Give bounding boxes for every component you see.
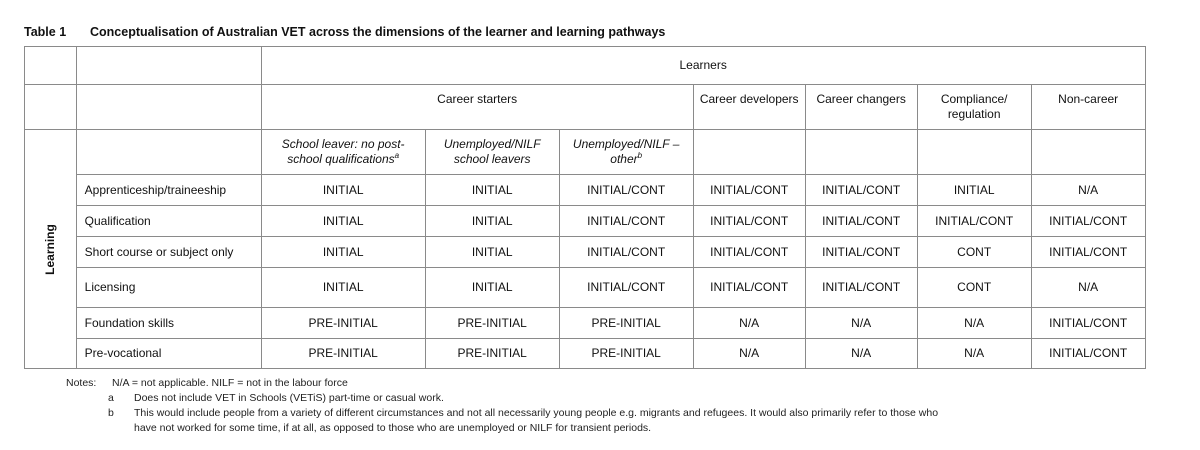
table-cell: INITIAL/CONT xyxy=(559,268,693,308)
row-label: Pre-vocational xyxy=(76,339,261,369)
table-cell: INITIAL xyxy=(917,175,1031,206)
table-cell: INITIAL/CONT xyxy=(1031,308,1145,339)
group-compliance: Compliance/ regulation xyxy=(917,85,1031,130)
table-cell: INITIAL/CONT xyxy=(693,268,805,308)
corner-cell xyxy=(76,47,261,85)
table-cell: N/A xyxy=(917,308,1031,339)
table-row xyxy=(25,237,1146,268)
header-row-groups xyxy=(25,85,1146,130)
row-label: Foundation skills xyxy=(76,308,261,339)
corner-cell xyxy=(76,85,261,130)
table-cell: INITIAL/CONT xyxy=(1031,237,1145,268)
table-cell: N/A xyxy=(693,308,805,339)
table-cell: INITIAL/CONT xyxy=(805,268,917,308)
table-cell: PRE-INITIAL xyxy=(559,339,693,369)
row-label: Apprenticeship/traineeship xyxy=(76,175,261,206)
group-career-developers: Career developers xyxy=(693,85,805,130)
table-cell: INITIAL/CONT xyxy=(805,175,917,206)
vet-table xyxy=(24,46,1146,369)
subheader-unemployed-school-leavers: Unemployed/NILF school leavers xyxy=(425,130,559,175)
note-b-continued: have not worked for some time, if at all, as opposed to those who are unemployed or NILF for transient periods. xyxy=(134,422,652,434)
note-text: This would include people from a variety of different circumstances and not all necessarily young people e.g. migrants and refugees. It would also primarily refer to those who xyxy=(134,407,939,419)
header-row-learners xyxy=(25,47,1146,85)
table-row xyxy=(25,206,1146,237)
subheader-school-leaver: School leaver: no post-school qualifications$^a$ xyxy=(261,130,425,175)
subheader-unemployed-other: Unemployed/NILF – other$^b$ xyxy=(559,130,693,175)
table-cell: INITIAL/CONT xyxy=(805,237,917,268)
table-cell: CONT xyxy=(917,237,1031,268)
row-label: Qualification xyxy=(76,206,261,237)
learning-label: Learning xyxy=(42,223,57,275)
header-row-subgroups xyxy=(25,130,1146,175)
table-cell: N/A xyxy=(917,339,1031,369)
table-row xyxy=(25,308,1146,339)
group-career-changers: Career changers xyxy=(805,85,917,130)
group-non-career: Non-career xyxy=(1031,85,1145,130)
table-cell: INITIAL xyxy=(425,175,559,206)
row-label: Licensing xyxy=(76,268,261,308)
note-main xyxy=(66,376,938,391)
table-cell: PRE-INITIAL xyxy=(425,339,559,369)
table-cell: INITIAL/CONT xyxy=(1031,206,1145,237)
table-row xyxy=(25,175,1146,206)
table-cell: CONT xyxy=(917,268,1031,308)
note-key: a xyxy=(108,392,114,404)
table-caption xyxy=(24,25,665,39)
corner-cell xyxy=(25,47,77,85)
note-a xyxy=(66,391,938,406)
table-notes xyxy=(66,376,938,436)
table-cell: N/A xyxy=(805,308,917,339)
table-cell: PRE-INITIAL xyxy=(559,308,693,339)
table-cell: INITIAL/CONT xyxy=(559,206,693,237)
table-cell: INITIAL xyxy=(261,175,425,206)
table-cell: INITIAL/CONT xyxy=(559,237,693,268)
note-key: b xyxy=(108,407,114,419)
learning-header xyxy=(25,130,77,369)
table-cell: INITIAL xyxy=(425,237,559,268)
table-cell: INITIAL/CONT xyxy=(1031,339,1145,369)
table-number: Table 1 xyxy=(24,25,67,39)
table-title: Conceptualisation of Australian VET across the dimensions of the learner and learning pathways xyxy=(90,25,666,39)
group-career-starters: Career starters xyxy=(261,85,693,130)
table-row xyxy=(25,268,1146,308)
note-b xyxy=(66,406,938,421)
empty-cell xyxy=(917,130,1031,175)
table-cell: INITIAL/CONT xyxy=(559,175,693,206)
note-text: Does not include VET in Schools (VETiS) part-time or casual work. xyxy=(134,392,444,404)
table-row xyxy=(25,339,1146,369)
table-cell: N/A xyxy=(1031,268,1145,308)
row-label: Short course or subject only xyxy=(76,237,261,268)
table-cell: N/A xyxy=(693,339,805,369)
table-cell: INITIAL/CONT xyxy=(693,175,805,206)
learners-header: Learners xyxy=(261,47,1145,85)
empty-cell xyxy=(1031,130,1145,175)
table-cell: INITIAL/CONT xyxy=(805,206,917,237)
table-cell: N/A xyxy=(1031,175,1145,206)
empty-cell xyxy=(76,130,261,175)
table-cell: INITIAL/CONT xyxy=(693,206,805,237)
corner-cell xyxy=(25,85,77,130)
note-text: N/A = not applicable. NILF = not in the labour force xyxy=(112,377,348,389)
table-cell: INITIAL xyxy=(261,237,425,268)
table-cell: INITIAL xyxy=(425,206,559,237)
notes-label: Notes: xyxy=(66,377,97,389)
table-cell: PRE-INITIAL xyxy=(261,339,425,369)
empty-cell xyxy=(693,130,805,175)
table-cell: PRE-INITIAL xyxy=(261,308,425,339)
table-cell: INITIAL/CONT xyxy=(693,237,805,268)
table-cell: INITIAL xyxy=(261,268,425,308)
table-cell: PRE-INITIAL xyxy=(425,308,559,339)
table-cell: INITIAL xyxy=(261,206,425,237)
empty-cell xyxy=(805,130,917,175)
table-cell: N/A xyxy=(805,339,917,369)
table-cell: INITIAL/CONT xyxy=(917,206,1031,237)
table-cell: INITIAL xyxy=(425,268,559,308)
